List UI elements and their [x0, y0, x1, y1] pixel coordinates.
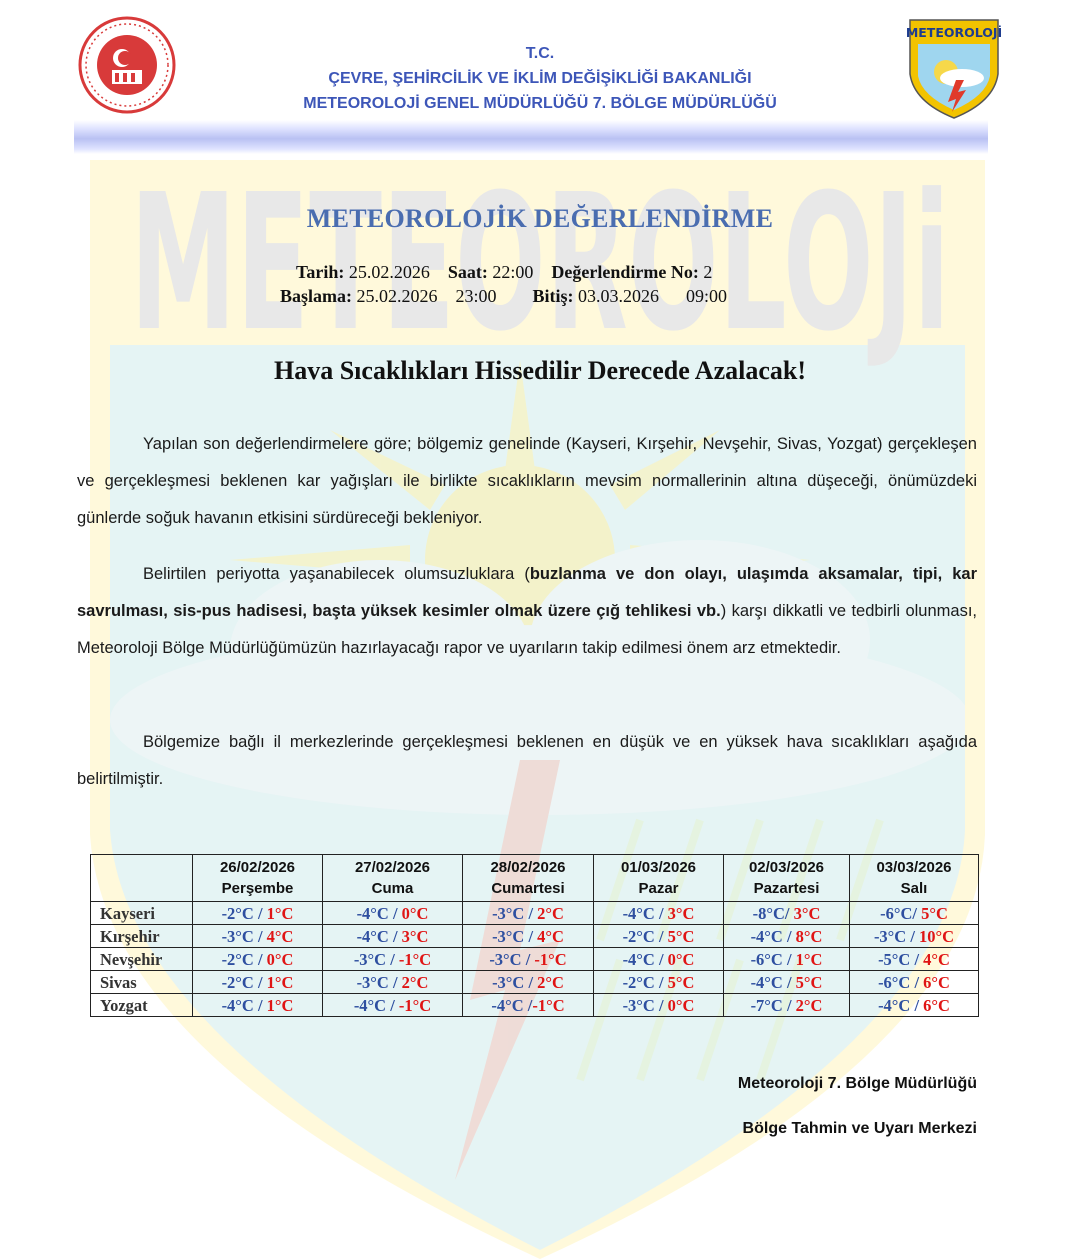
max-temperature: 0°C: [667, 995, 695, 1015]
min-temperature: -6°C: [750, 949, 783, 969]
temperature-separator: /: [782, 926, 796, 946]
max-temperature: 5°C: [667, 972, 695, 992]
temperature-cell: [463, 971, 594, 994]
min-temperature: -3°C: [873, 926, 907, 946]
temperature-separator: /: [524, 972, 538, 992]
temperature-cell: [724, 948, 850, 971]
max-temperature: 5°C: [921, 903, 948, 923]
meta-line-1: [296, 262, 712, 283]
max-temperature: 10°C: [919, 926, 955, 946]
min-temperature: -2°C: [622, 972, 655, 992]
max-temperature: 5°C: [795, 972, 823, 992]
temperature-separator: /: [386, 949, 399, 969]
signature-center: Bölge Tahmin ve Uyarı Merkezi: [742, 1120, 977, 1137]
min-temperature: -3°C: [489, 949, 522, 969]
date-value: 25.02.2026: [348, 262, 430, 282]
temperature-cell: [323, 902, 463, 925]
header-directorate: METEOROLOJİ GENEL MÜDÜRLÜĞÜ 7. BÖLGE MÜDÜRLÜĞÜ: [303, 95, 777, 112]
temperature-separator: /: [388, 972, 402, 992]
temperature-separator: /: [782, 995, 796, 1015]
min-temperature: -4°C: [878, 995, 911, 1015]
table-day-header: 27/02/2026 Cuma: [323, 855, 463, 902]
document-header: [0, 0, 1080, 160]
max-temperature: 2°C: [537, 903, 564, 923]
temperature-separator: /: [388, 926, 402, 946]
max-temperature: 3°C: [667, 903, 695, 923]
paragraph-1: Yapılan son değerlendirmelere göre; bölgemiz genelinde (Kayseri, Kırşehir, Nevşehir, Sivas, Yozgat) gerçekleşen ve gerçekleşmesi beklenen kar yağışları ile birlikte sıcaklıkların mevsim normallerinin altına düşeceği, önümüzdeki günlerde soğuk havanın etkisini sürdüreceği bekleniyor.: [77, 435, 977, 527]
min-temperature: -7°C: [750, 995, 783, 1015]
meta-line-2: [280, 286, 727, 307]
temperature-cell: [594, 948, 724, 971]
min-temperature: -4°C: [750, 972, 783, 992]
temperature-separator: /: [523, 995, 533, 1015]
min-temperature: -3°C: [353, 949, 387, 969]
max-temperature: 2°C: [795, 995, 823, 1015]
start-time: 23:00: [455, 286, 497, 306]
max-temperature: 1°C: [266, 903, 294, 923]
watermark-text: METEOROLOJi: [130, 154, 950, 373]
min-temperature: -4°C: [622, 949, 655, 969]
headline: Hava Sıcaklıkları Hissedilir Derecede Azalacak!: [274, 356, 806, 385]
document-title: METEOROLOJİK DEĞERLENDİRME: [306, 204, 774, 233]
temperature-cell: [850, 948, 979, 971]
paragraph-3: Bölgemize bağlı il merkezlerinde gerçekleşmesi beklenen en düşük ve en yüksek hava sıcaklıkları aşağıda belirtilmiştir.: [77, 733, 977, 788]
temperature-separator: /: [386, 995, 399, 1015]
paragraph-2-hazards: buzlanma ve don olayı, ulaşımda aksamalar, tipi, kar savrulması, sis-pus hadisesi, başta yüksek kesimler olmak üzere çığ tehlikesi vb.: [77, 565, 977, 620]
temperature-separator: /: [654, 903, 668, 923]
end-time: 09:00: [686, 286, 728, 306]
temperature-cell: [724, 925, 850, 948]
table-row: [91, 971, 979, 994]
end-label: Bitiş:: [532, 286, 574, 306]
table-header-row: [91, 855, 979, 902]
start-date: 25.02.2026: [356, 286, 438, 306]
temperature-separator: /: [782, 949, 796, 969]
temperature-separator: /: [253, 926, 267, 946]
max-temperature: 1°C: [795, 949, 823, 969]
header-tc: T.C.: [525, 45, 555, 62]
max-temperature: 6°C: [923, 972, 950, 992]
city-name: Kayseri: [91, 902, 193, 925]
city-name: Nevşehir: [91, 948, 193, 971]
min-temperature: -4°C: [356, 903, 389, 923]
paragraph-2-outro: ) karşı dikkatli ve tedbirli olunması, Meteoroloji Bölge Müdürlüğümüzün hazırlayacağı rapor ve uyarıların takip edilmesi önem arz etmektedir.: [77, 602, 977, 657]
max-temperature: -1°C: [398, 949, 432, 969]
paragraph-2-intro: Belirtilen periyotta yaşanabilecek olumsuzluklara (: [143, 565, 530, 583]
max-temperature: 6°C: [923, 995, 950, 1015]
temperature-cell: [850, 994, 979, 1017]
temperature-cell: [193, 994, 323, 1017]
min-temperature: -2°C: [221, 972, 254, 992]
start-label: Başlama:: [280, 286, 352, 306]
temperature-cell: [724, 971, 850, 994]
min-temperature: -3°C: [492, 903, 525, 923]
meteoroloji-logo-icon: [906, 16, 1002, 120]
table-row: [91, 902, 979, 925]
max-temperature: 2°C: [537, 972, 564, 992]
max-temperature: 0°C: [401, 903, 429, 923]
max-temperature: 2°C: [401, 972, 429, 992]
temperature-cell: [323, 994, 463, 1017]
table-corner-cell: [91, 855, 193, 902]
temperature-cell: [850, 971, 979, 994]
temperature-cell: [323, 948, 463, 971]
max-temperature: 4°C: [923, 949, 950, 969]
table-row: [91, 925, 979, 948]
temperature-separator: /: [910, 972, 924, 992]
temperature-separator: /: [910, 995, 924, 1015]
paragraph-2: [77, 556, 977, 667]
temperature-cell: [463, 948, 594, 971]
temperature-separator: /: [253, 972, 267, 992]
min-temperature: -3°C: [492, 926, 525, 946]
temperature-cell: [594, 925, 724, 948]
temperature-cell: [193, 902, 323, 925]
header-divider-band: [74, 120, 988, 154]
min-temperature: -2°C: [221, 903, 254, 923]
date-label: Tarih:: [296, 262, 345, 282]
temperature-cell: [463, 994, 594, 1017]
min-temperature: -5°C: [878, 949, 911, 969]
table-day-header: 02/03/2026 Pazartesi: [724, 855, 850, 902]
temperature-separator: /: [654, 949, 668, 969]
min-temperature: -6°C: [878, 972, 911, 992]
time-value: 22:00: [492, 262, 534, 282]
max-temperature: 0°C: [667, 949, 695, 969]
max-temperature: 3°C: [793, 903, 821, 923]
min-temperature: -4°C: [491, 995, 524, 1015]
temperature-cell: [850, 902, 979, 925]
min-temperature: -3°C: [221, 926, 254, 946]
temperature-separator: /: [654, 995, 668, 1015]
temperature-separator: /: [253, 903, 267, 923]
temperature-separator: /: [654, 972, 668, 992]
temperature-cell: [463, 925, 594, 948]
table-day-header: 03/03/2026 Salı: [850, 855, 979, 902]
min-temperature: -3°C: [492, 972, 525, 992]
temperature-cell: [594, 971, 724, 994]
temperature-cell: [193, 971, 323, 994]
temperature-cell: [850, 925, 979, 948]
temperature-separator: /: [910, 949, 924, 969]
temperature-cell: [193, 925, 323, 948]
max-temperature: 0°C: [266, 949, 294, 969]
city-name: Sivas: [91, 971, 193, 994]
temperature-separator: /: [524, 903, 538, 923]
temperature-cell: [463, 902, 594, 925]
city-name: Yozgat: [91, 994, 193, 1017]
min-temperature: -4°C: [353, 995, 387, 1015]
min-temperature: -4°C: [221, 995, 254, 1015]
table-day-header: 28/02/2026 Cumartesi: [463, 855, 594, 902]
temperature-cell: [193, 948, 323, 971]
temperature-cell: [724, 902, 850, 925]
end-date: 03.03.2026: [578, 286, 660, 306]
header-ministry: ÇEVRE, ŞEHİRCİLİK VE İKLİM DEĞİŞİKLİĞİ BAKANLIĞI: [328, 70, 752, 87]
evaluation-no-value: 2: [703, 262, 713, 282]
min-temperature: -4°C: [750, 926, 783, 946]
temperature-cell: [594, 994, 724, 1017]
temperature-table: [90, 854, 979, 1017]
min-temperature: -3°C: [622, 995, 655, 1015]
temperature-separator: /: [521, 949, 535, 969]
temperature-separator: /: [253, 949, 267, 969]
temperature-separator: /: [782, 972, 796, 992]
min-temperature: -8°C: [752, 903, 785, 923]
min-temperature: -4°C: [356, 926, 389, 946]
temperature-cell: [323, 925, 463, 948]
min-temperature: -3°C: [356, 972, 389, 992]
max-temperature: -1°C: [398, 995, 432, 1015]
temperature-separator: /: [912, 903, 922, 923]
min-temperature: -4°C: [622, 903, 655, 923]
max-temperature: 1°C: [266, 995, 294, 1015]
logo-text: METEOROLOJİ: [906, 25, 1002, 40]
time-label: Saat:: [447, 262, 488, 282]
table-row: [91, 948, 979, 971]
table-day-header: 01/03/2026 Pazar: [594, 855, 724, 902]
max-temperature: -1°C: [534, 949, 567, 969]
temperature-separator: /: [524, 926, 538, 946]
max-temperature: -1°C: [532, 995, 565, 1015]
temperature-cell: [594, 902, 724, 925]
min-temperature: -2°C: [221, 949, 254, 969]
temperature-separator: /: [784, 903, 794, 923]
max-temperature: 3°C: [401, 926, 429, 946]
temperature-separator: /: [253, 995, 267, 1015]
temperature-separator: /: [388, 903, 402, 923]
max-temperature: 5°C: [667, 926, 695, 946]
temperature-separator: /: [906, 926, 920, 946]
max-temperature: 4°C: [266, 926, 294, 946]
max-temperature: 1°C: [266, 972, 294, 992]
table-day-header: 26/02/2026 Perşembe: [193, 855, 323, 902]
min-temperature: -6°C: [880, 903, 913, 923]
signature-directorate: Meteoroloji 7. Bölge Müdürlüğü: [737, 1075, 977, 1092]
temperature-separator: /: [654, 926, 668, 946]
min-temperature: -2°C: [622, 926, 655, 946]
temperature-cell: [724, 994, 850, 1017]
evaluation-no-label: Değerlendirme No:: [551, 262, 699, 282]
city-name: Kırşehir: [91, 925, 193, 948]
temperature-cell: [323, 971, 463, 994]
max-temperature: 8°C: [795, 926, 823, 946]
table-row: [91, 994, 979, 1017]
max-temperature: 4°C: [537, 926, 564, 946]
